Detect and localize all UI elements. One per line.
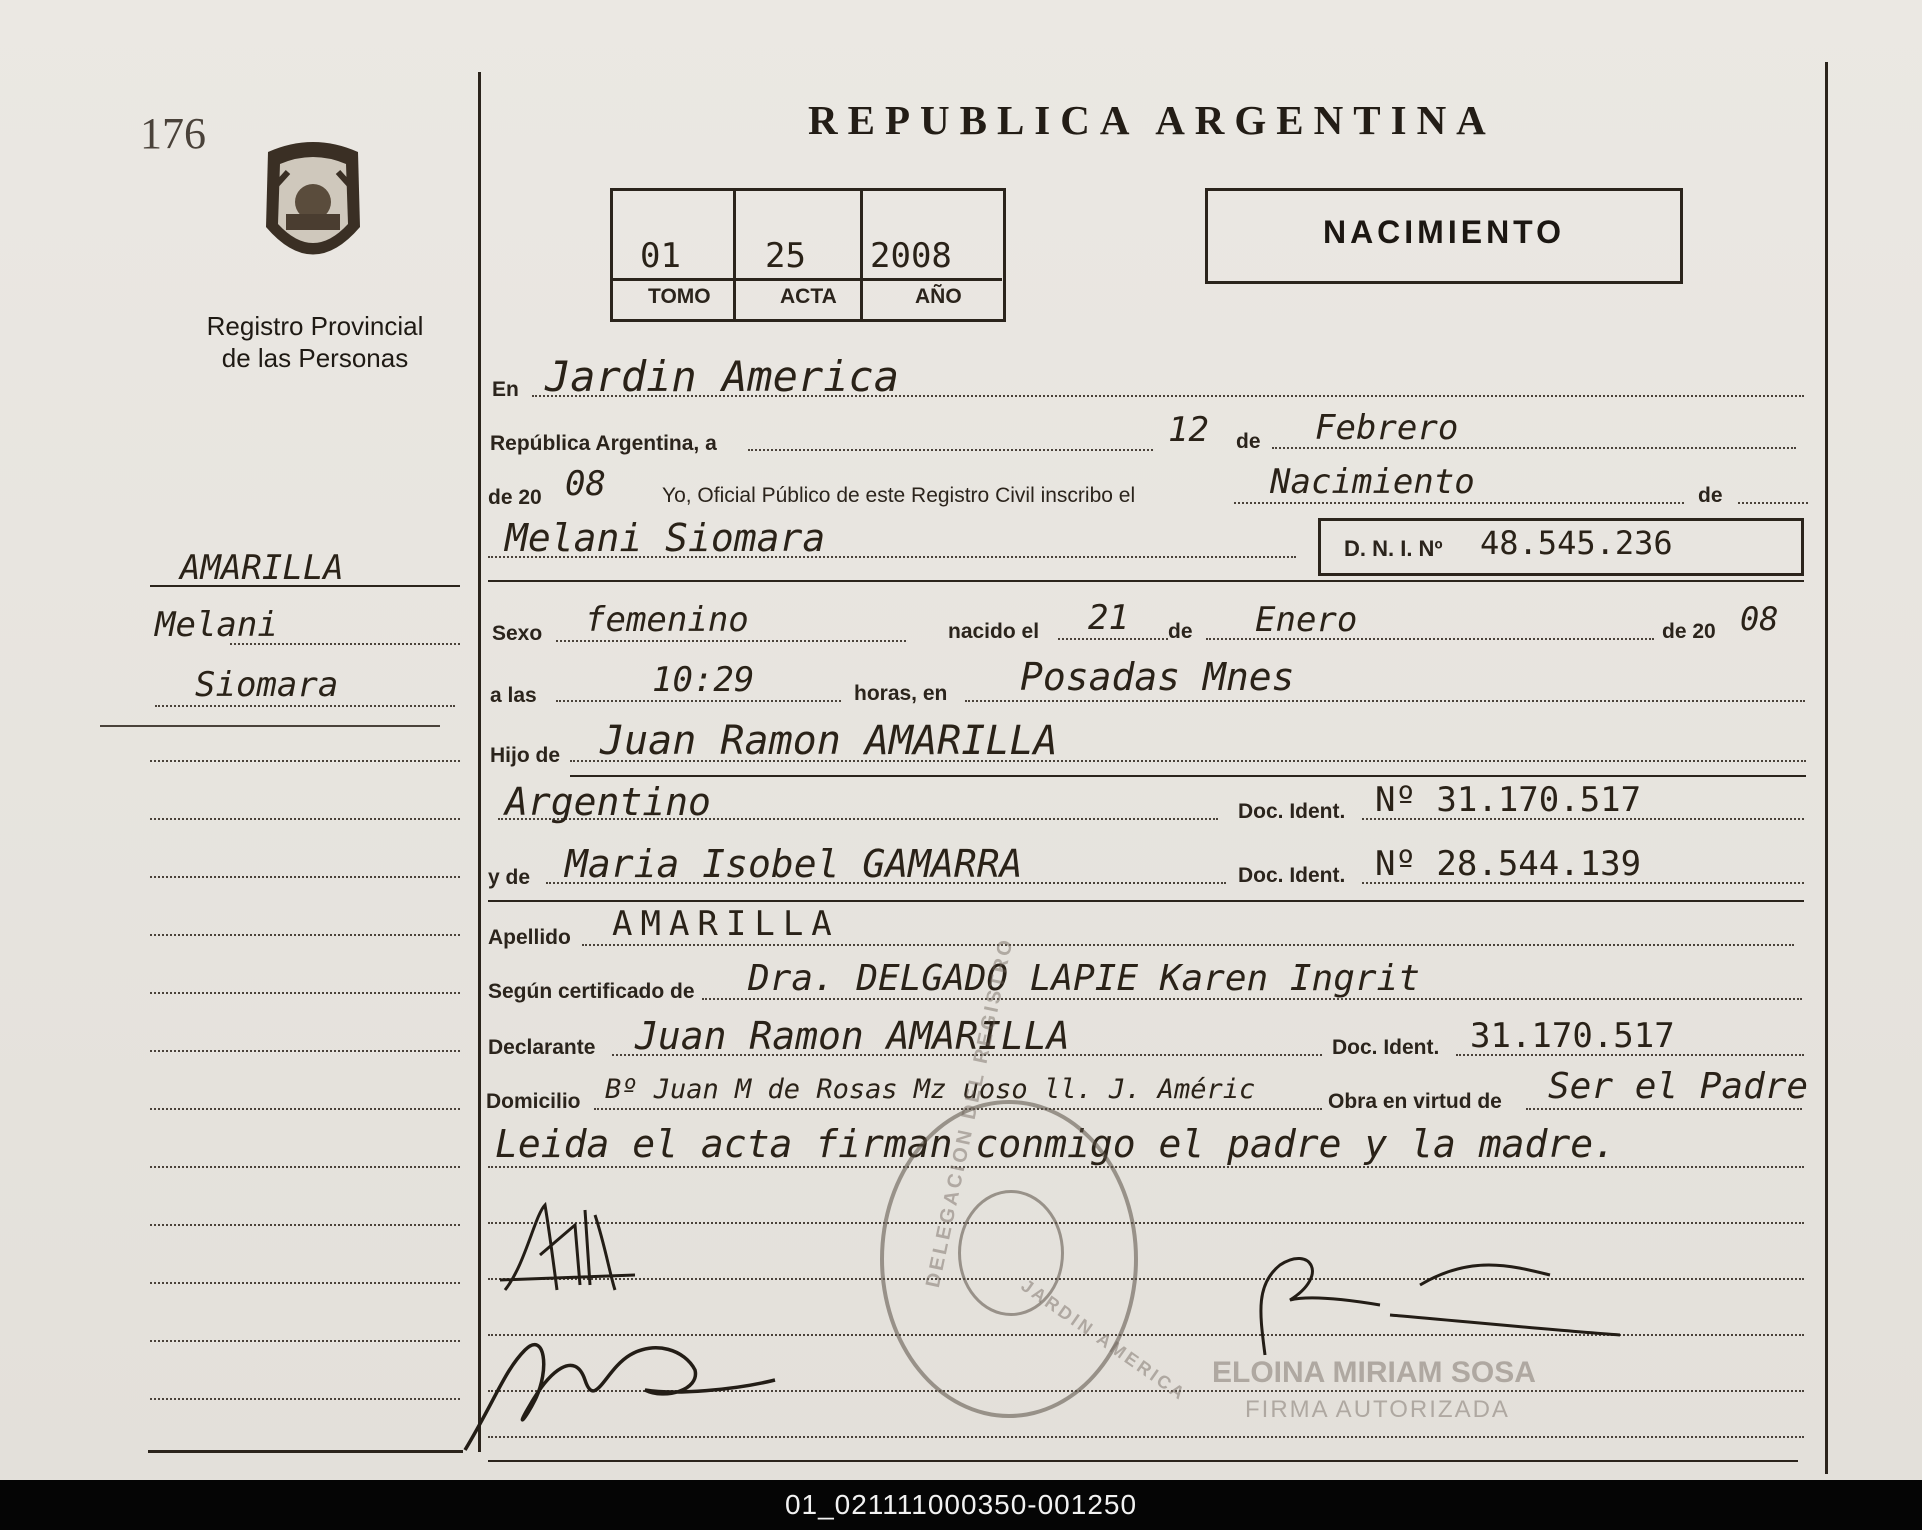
margin-line [150, 992, 460, 994]
field-value-birth-day: 21 [1088, 598, 1129, 638]
field-value-declarant: Juan Ramon AMARILLA [635, 1014, 1070, 1058]
stamp-text: DELEGACION DEL REGISTRO [922, 935, 1018, 1290]
margin-line [150, 1398, 460, 1400]
field-label-birth-year: de 20 [1662, 620, 1716, 643]
scan-reference-id: 01_021111000350-001250 [784, 1489, 1138, 1520]
section-rule [570, 775, 1806, 777]
margin-line [150, 1282, 460, 1284]
field-label-year: de 20 [488, 486, 542, 509]
provincial-seal-icon [248, 132, 378, 282]
field-line-record [1234, 502, 1684, 504]
margin-underline [100, 725, 440, 727]
field-label-acts-by-virtue-of: Obra en virtud de [1328, 1090, 1502, 1113]
field-label-officer-statement: Yo, Oficial Público de este Registro Civil inscribo el [662, 484, 1136, 507]
field-label-mother-doc: Doc. Ident. [1238, 864, 1346, 887]
right-border [1825, 62, 1828, 1474]
margin-bottom-rule [148, 1450, 463, 1453]
field-label-father-doc: Doc. Ident. [1238, 800, 1346, 823]
field-value-birthplace: Posadas Mnes [1020, 655, 1295, 699]
field-value-record: Nacimiento [1270, 462, 1475, 502]
field-value-capacity: Ser el Padre [1548, 1066, 1809, 1107]
field-label-address: Domicilio [486, 1090, 581, 1113]
field-line-address [594, 1108, 1322, 1110]
field-value-month: Febrero [1315, 408, 1459, 448]
field-label-declarant: Declarante [488, 1036, 596, 1059]
margin-line [150, 1340, 460, 1342]
margin-second-name: Siomara [195, 665, 339, 705]
signature-father-icon [455, 1310, 785, 1460]
tomo-label: TOMO [648, 285, 711, 308]
signature-line [488, 1222, 1804, 1224]
margin-line [150, 760, 460, 762]
scan-reference-bar [0, 1480, 1922, 1530]
margin-first-name: Melani [155, 605, 278, 645]
margin-line [150, 1224, 460, 1226]
record-type: NACIMIENTO [1322, 214, 1566, 250]
margin-line [150, 1050, 460, 1052]
stamp-text: JARDIN AMERICA [1017, 1275, 1191, 1405]
field-value-place: Jardin America [545, 352, 900, 401]
field-value-reading-note: Leida el acta firman conmigo el padre y la madre. [495, 1122, 1617, 1166]
field-line-birth-day [1058, 638, 1168, 640]
page-number: 176 [140, 109, 206, 158]
signature-mother-icon [495, 1195, 645, 1305]
field-value-time: 10:29 [652, 660, 755, 700]
field-label-sex: Sexo [492, 622, 543, 645]
registry-name-line-1: Registro Provincial [206, 311, 424, 341]
field-line-capacity [1526, 1108, 1802, 1110]
field-value-address: Bº Juan M de Rosas Mz uoso ll. J. Améric [605, 1074, 1256, 1105]
field-line-birthplace [965, 700, 1805, 702]
table-rule [612, 278, 1002, 281]
margin-line [155, 705, 455, 707]
field-value-certified-by: Dra. DELGADO LAPIE Karen Ingrit [748, 958, 1420, 999]
signature-officer-icon [1250, 1245, 1630, 1365]
field-label-time: a las [490, 684, 537, 707]
field-value-declarant-doc: 31.170.517 [1470, 1016, 1675, 1056]
field-label-surname: Apellido [488, 926, 571, 949]
field-label-place: En [492, 378, 519, 401]
field-line-note [488, 1166, 1804, 1168]
field-line-surname [582, 944, 1794, 946]
officer-title: FIRMA AUTORIZADA [1245, 1396, 1510, 1423]
field-value-birth-year: 08 [1740, 600, 1779, 638]
document-title: REPUBLICA ARGENTINA [808, 97, 1496, 143]
margin-surname: AMARILLA [180, 548, 344, 588]
field-label-of: de [1698, 484, 1723, 507]
table-divider [860, 188, 863, 319]
margin-line [150, 934, 460, 936]
field-value-father: Juan Ramon AMARILLA [600, 718, 1058, 764]
field-label-declarant-doc: Doc. Ident. [1332, 1036, 1440, 1059]
field-value-mother: Maria Isobel GAMARRA [565, 842, 1023, 886]
field-line-time [556, 700, 841, 702]
field-value-mother-doc: Nº 28.544.139 [1375, 844, 1642, 884]
dni-label: D. N. I. Nº [1344, 536, 1443, 561]
field-value-father-doc: Nº 31.170.517 [1375, 780, 1642, 820]
field-value-year: 08 [565, 464, 606, 504]
bottom-rule [488, 1460, 1798, 1462]
field-line-sex [556, 640, 906, 642]
ano-label: AÑO [915, 285, 962, 308]
field-label-of: de [1168, 620, 1193, 643]
section-rule [488, 900, 1804, 902]
officer-name: ELOINA MIRIAM SOSA [1212, 1356, 1536, 1389]
field-label-hours: horas, en [854, 682, 948, 705]
field-value-day: 12 [1168, 410, 1209, 450]
field-label-of: de [1236, 430, 1261, 453]
registry-name-line-2: de las Personas [221, 343, 409, 373]
field-line [1738, 502, 1808, 504]
field-label-born: nacido el [948, 620, 1040, 643]
field-line-day [748, 449, 1153, 451]
field-value-birth-month: Enero [1255, 600, 1358, 640]
field-value-nationality: Argentino [505, 780, 711, 824]
margin-line [150, 818, 460, 820]
margin-line [230, 643, 460, 645]
dni-value: 48.545.236 [1480, 524, 1673, 562]
table-divider [733, 188, 736, 319]
margin-line [150, 1166, 460, 1168]
tomo-value: 01 [640, 236, 681, 276]
ano-value: 2008 [870, 236, 952, 276]
field-value-name: Melani Siomara [505, 516, 826, 560]
section-rule [488, 580, 1804, 582]
registry-name [190, 310, 440, 374]
margin-line [150, 1108, 460, 1110]
field-label-child-of: Hijo de [490, 744, 561, 767]
margin-line [150, 876, 460, 878]
field-label-country: República Argentina, a [490, 432, 717, 455]
acta-value: 25 [765, 236, 806, 276]
acta-label: ACTA [780, 285, 837, 308]
field-label-certified-by: Según certificado de [488, 980, 695, 1003]
field-value-sex: femenino [585, 600, 749, 640]
field-value-surname: AMARILLA [612, 904, 840, 944]
field-label-and-of: y de [488, 866, 531, 889]
margin-divider [478, 72, 481, 1452]
